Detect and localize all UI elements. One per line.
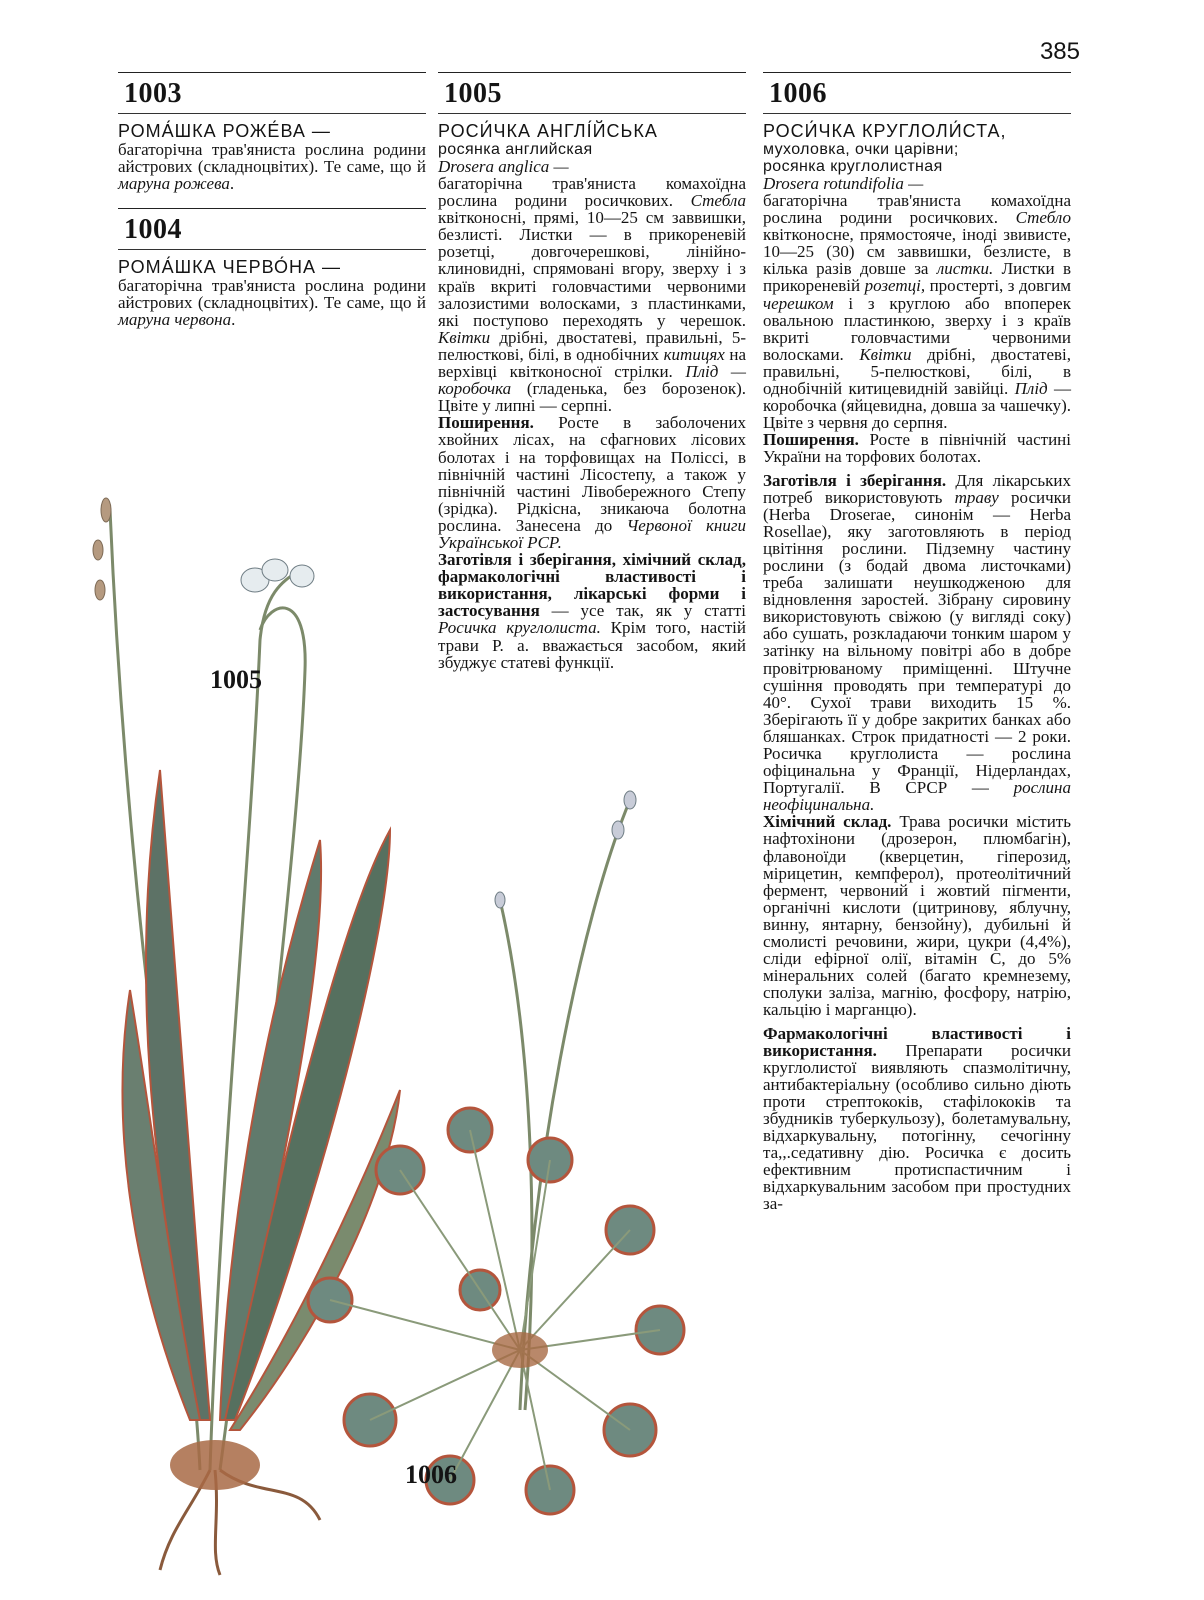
distribution-1006: Поширення. Росте в північній частині України на торфових болотах. bbox=[763, 430, 1071, 467]
entry-number-1003: 1003 bbox=[124, 78, 182, 109]
botanical-illustration bbox=[70, 470, 710, 1580]
synonyms-1006: мухоловка, очки царівни; bbox=[763, 141, 959, 158]
entry-number-1006: 1006 bbox=[769, 78, 827, 109]
entry-rule bbox=[763, 113, 1071, 114]
russian-name-1005: росянка английская bbox=[438, 141, 593, 158]
distribution-1005: Поширення. Росте в заболочених хвойних лісах, на сфагнових лісових болотах і на торфовищах на Поліссі, в північній частині Лісостепу, а також у північній частині Лівобережного Степу (зрідка). Рідкісна, зникаюча болотна рослина. Занесена до Червоної книги Української РСР. bbox=[438, 413, 746, 552]
entry-rule bbox=[763, 72, 1071, 73]
harvest-storage-1006: Заготівля і зберігання. Для лікарських потреб використовують траву росички (Herba Droserae, синонім — Herba Rosellae), яку заготовляють в період цвітіння рослини. Підземну частину рослини (з бодай двома листочками) треба залишати неушкодженою для відновлення заростей. Зібрану сировину використовують свіжою (у вигляді соку) або сушать, розкладаючи тонким шаром у затінку на вільному повітрі або в добре провітрюваному приміщенні. Штучне сушіння проводять при температурі до 40°. Сухої трави виходить 15 %. Зберігають її у добре закритих банках або бляшанках. Строк придатності — 2 роки. Росичка круглолиста — рослина офіцинальна у Франції, Нідерландах, Португалії. В СРСР — рослина неофіцинальна. bbox=[763, 470, 1071, 815]
usage-1005: Заготівля і зберігання, хімічний склад, фармакологічні властивості і використання, лікарські форми і застосування — усе так, як у статті Росичка круглолиста. Крім того, настій трави Р. а. вважається засобом, який збуджує статеві функції. bbox=[438, 550, 746, 672]
entry-rule bbox=[118, 113, 426, 114]
entry-number-1005: 1005 bbox=[444, 78, 502, 109]
description-1005: багаторічна трав'яниста комахоїдна рослина родини росичкових. Стебла квітконосні, прямі, 10—25 см заввишки, безлисті. Листки — в прикореневій розетці, довгочерешкові, лінійно-клиновидні, спрямовані вгору, зверху і з країв вкриті головчастими червоними залозистими волосками, з пластинками, які поступово переходять у черешок. Квітки дрібні, двостатеві, правильні, 5-пелюсткові, білі, в однобічних китицях на верхівці квітконосної стрілки. Плід — коробочка (гладенька, без борозенок). Цвіте у липні — серпні. bbox=[438, 174, 746, 416]
entry-title-1004: РОМА́ШКА ЧЕРВО́НА — bbox=[118, 257, 342, 278]
entry-number-1004: 1004 bbox=[124, 214, 182, 246]
entry-body-1004: багаторічна трав'яниста рослина родини айстрових (складноцвітих). Те саме, що й маруна червона. bbox=[118, 276, 426, 330]
drosera-plants-drawing bbox=[70, 470, 710, 1580]
entry-body-1003: багаторічна трав'яниста рослина родини айстрових (складноцвітих). Те саме, що й маруна рожева. bbox=[118, 140, 426, 194]
pharmacology-1006: Фармакологічні властивості і використання. Препарати росички круглолистої виявляють спазмолітичну, антибактеріальну (особливо сильно діють проти стрептококів, стафілококів та збудників туберкульозу), болетамувальну, відхаркувальну, потогінну, сечогінну та,,.седативну дію. Росичка є досить ефективним протиспастичним і відхаркувальним засобом при простудних за- bbox=[763, 1023, 1071, 1214]
description-1006: багаторічна трав'яниста комахоїдна рослина родини росичкових. Стебло квітконосне, прямостояче, іноді звивисте, 10—25 (30) см заввишки, безлисте, в кілька разів довше за листки. Листки в прикореневій розетці, простерті, з довгим черешком і з круглою або впоперек овальною пластинкою, зверху і з країв вкриті головчастими червоними волосками. Квітки дрібні, двостатеві, правильні, 5-пелюсткові, білі, в однобічній китицевидній завійці. Плід — коробочка (яйцевидна, довша за чашечку). Цвіте з червня до серпня. bbox=[763, 191, 1072, 433]
entry-rule bbox=[118, 249, 426, 250]
page-number: 385 bbox=[1039, 38, 1080, 65]
entry-rule bbox=[438, 113, 746, 114]
latin-name-1005: Drosera anglica — bbox=[438, 157, 569, 176]
entry-title-1003: РОМА́ШКА РОЖЕ́ВА — bbox=[118, 121, 331, 141]
chemical-composition-1006: Хімічний склад. Трава росички містить нафтохінони (дрозерон, плюмбагін), флавоноїди (кверцетин, гіперозид, мірицетин, кемпферол), протеолітичний фермент, червоний і жовтий пігменти, органічні кислоти (цитринову, яблучну, винну, янтарну, бензойну), дубильні й смолисті речовини, жири, цукри (4,4%), сліди ефірної олії, вітамін С, до 5% мінеральних солей (багато кремнезему, сполуки заліза, магнію, фосфору, натрію, кальцію і марганцю). bbox=[763, 812, 1071, 1020]
russian-name-1006: росянка круглолистная bbox=[763, 158, 943, 175]
entry-title-1006: РОСИ́ЧКА КРУГЛОЛИ́СТА, bbox=[763, 121, 1007, 141]
column-right bbox=[763, 72, 1071, 1213]
entry-rule bbox=[438, 72, 746, 73]
entry-rule bbox=[118, 72, 426, 73]
column-left bbox=[118, 72, 426, 329]
latin-name-1006: Drosera rotundifolia — bbox=[763, 174, 924, 193]
figure-label-1006: 1006 bbox=[405, 1460, 457, 1489]
entry-title-1005: РОСИ́ЧКА АНГЛІ́ЙСЬКА bbox=[438, 121, 658, 141]
figure-label-1005: 1005 bbox=[210, 665, 262, 694]
entry-rule bbox=[118, 208, 426, 209]
